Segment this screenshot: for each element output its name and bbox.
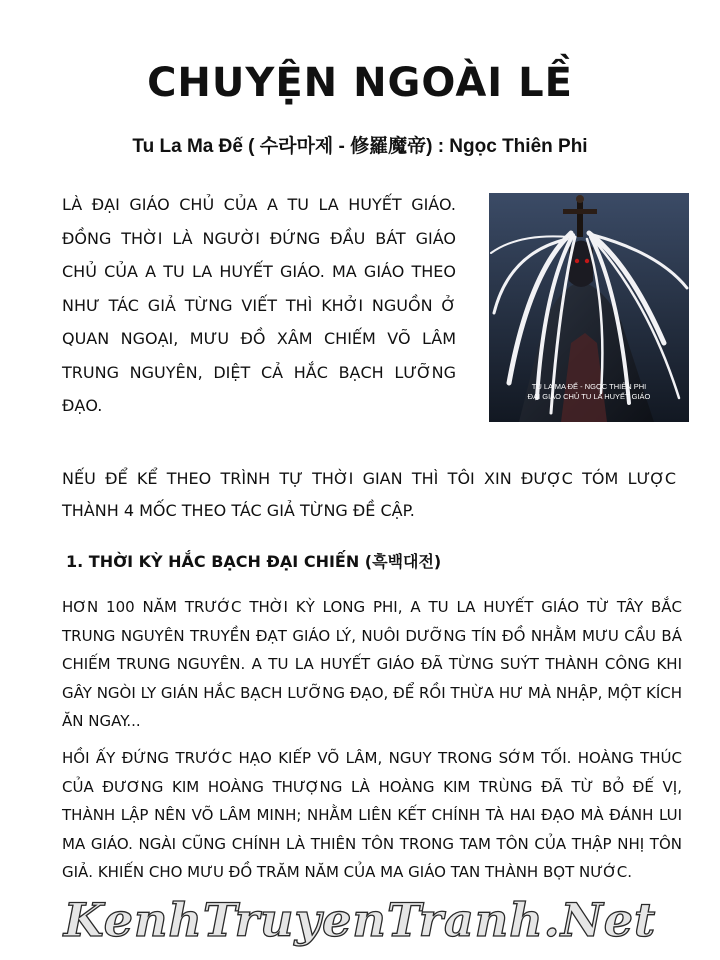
character-portrait [489, 193, 689, 422]
page-title: CHUYỆN NGOÀI LỀ [147, 60, 573, 106]
site-watermark: KenhTruyenTranh.Net [63, 893, 657, 947]
section-heading: 1. THỜI KỲ HẮC BẠCH ĐẠI CHIẾN (흑백대전) [66, 552, 442, 571]
page-subtitle: Tu La Ma Đế ( 수라마제 - 修羅魔帝) : Ngọc Thiên Phi [132, 136, 588, 157]
portrait-caption-name: TU LA MA ĐẾ - NGỌC THIÊN PHI [531, 382, 647, 391]
section-paragraph: HỒI ẤY ĐỨNG TRƯỚC HẠO KIẾP VÕ LÂM, NGUY TRONG SỚM TỐI. HOÀNG THÚC CỦA ĐƯƠNG KIM HOÀNG THƯỢNG LÀ HOÀNG KIM TRÙNG ĐÃ TỪ BỎ ĐẾ VỊ, THÀNH LẬP NÊN VÕ LÂM MINH; NHẰM LIÊN KẾT CHÍNH TÀ HAI ĐẠO MÀ ĐÁNH LUI MA GIÁO. NGÀI CŨNG CHÍNH LÀ THIÊN TÔN TRONG TAM TÔN CỦA THẬP NHỊ TÔN GIẢ. KHIẾN CHO MƯU ĐỒ TRĂM NĂM CỦA MA GIÁO TAN THÀNH BỌT NƯỚC. [62, 749, 682, 881]
portrait-caption-title: ĐẠI GIÁO CHỦ TU LA HUYẾT GIÁO [527, 392, 651, 401]
timeline-intro-paragraph: NẾU ĐỂ KỂ THEO TRÌNH TỰ THỜI GIAN THÌ TÔI XIN ĐƯỢC TÓM LƯỢC THÀNH 4 MỐC THEO TÁC GIẢ TỪNG ĐỀ CẬP. [62, 469, 676, 520]
intro-paragraph: LÀ ĐẠI GIÁO CHỦ CỦA A TU LA HUYẾT GIÁO. ĐỒNG THỜI LÀ NGƯỜI ĐỨNG ĐẦU BÁT GIÁO CHỦ CỦA A TU LA HUYẾT GIÁO. MA GIÁO THEO NHƯ TÁC GIẢ TỪNG VIẾT THÌ KHỞI NGUỒN Ở QUAN NGOẠI, MƯU ĐỒ XÂM CHIẾM VÕ LÂM TRUNG NGUYÊN, DIỆT CẢ HẮC BẠCH LƯỠNG ĐẠO. [62, 195, 456, 415]
section-paragraph: HƠN 100 NĂM TRƯỚC THỜI KỲ LONG PHI, A TU LA HUYẾT GIÁO TỪ TÂY BẮC TRUNG NGUYÊN TRUYỀN ĐẠT GIÁO LÝ, NUÔI DƯỠNG TÍN ĐỒ NHẰM MƯU CẦU BÁ CHIẾM TRUNG NGUYÊN. A TU LA HUYẾT GIÁO ĐÃ TỪNG SUÝT THÀNH CÔNG KHI GÂY NGÒI LY GIÁN HẮC BẠCH LƯỠNG ĐẠO, ĐỂ RỒI THỪA HƯ MÀ NHẬP, MỘT KÍCH ĂN NGAY... [62, 598, 682, 730]
